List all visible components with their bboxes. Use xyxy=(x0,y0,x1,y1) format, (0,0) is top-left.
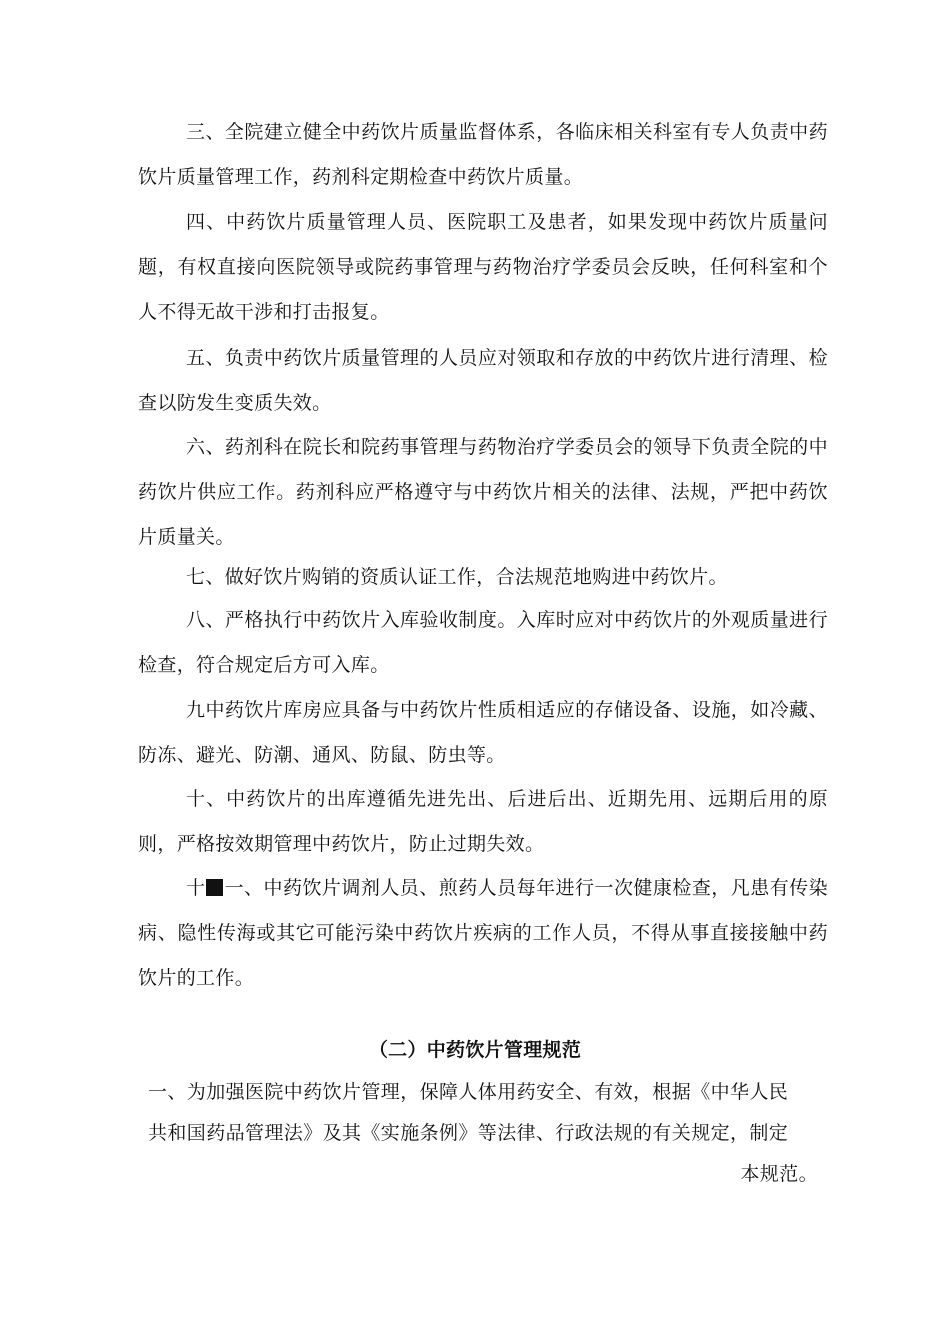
paragraph-5: 五、负责中药饮片质量管理的人员应对领取和存放的中药饮片进行清理、检查以防发生变质失效。 xyxy=(138,347,828,414)
paragraph-3: 三、全院建立健全中药饮片质量监督体系，各临床相关科室有专人负责中药饮片质量管理工作，药剂科定期检查中药饮片质量。 xyxy=(138,121,828,188)
paragraph-4: 四、中药饮片质量管理人员、医院职工及患者，如果发现中药饮片质量问题，有权直接向医院领导或院药事管理与药物治疗学委员会反映，任何科室和个人不得无故干涉和打击报复。 xyxy=(138,211,828,323)
redaction-mark-icon xyxy=(206,879,223,896)
section-paragraph-1 xyxy=(138,1072,828,1195)
paragraph-7: 七、做好饮片购销的资质认证工作，合法规范地购进中药饮片。 xyxy=(186,566,728,588)
section-heading: （二）中药饮片管理规范 xyxy=(368,1039,582,1061)
paragraph-10: 十、中药饮片的出库遵循先进先出、后进后出、近期先用、远期后用的原则，严格按效期管理中药饮片，防止过期失效。 xyxy=(138,788,828,855)
section-paragraph-line-3: 本规范。 xyxy=(740,1163,818,1185)
paragraph-11-text: 一、中药饮片调剂人员、煎药人员每年进行一次健康检查，凡患有传染病、隐性传海或其它可能污染中药饮片疾病的工作人员，不得从事直接接触中药饮片的工作。 xyxy=(138,877,828,989)
paragraph-11-prefix: 十 xyxy=(186,877,206,899)
section-paragraph-line-1: 一、为加强医院中药饮片管理，保障人体用药安全、有效，根据《中华人民 xyxy=(148,1081,789,1103)
paragraph-11 xyxy=(138,866,828,1001)
paragraph-9: 九中药饮片库房应具备与中药饮片性质相适应的存储设备、设施，如冷藏、防冻、避光、防潮、通风、防鼠、防虫等。 xyxy=(138,699,828,766)
section-paragraph-line-2: 共和国药品管理法》及其《实施条例》等法律、行政法规的有关规定，制定 xyxy=(148,1122,789,1144)
paragraph-6: 六、药剂科在院长和院药事管理与药物治疗学委员会的领导下负责全院的中药饮片供应工作。药剂科应严格遵守与中药饮片相关的法律、法规，严把中药饮片质量关。 xyxy=(138,436,828,548)
paragraph-8: 八、严格执行中药饮片入库验收制度。入库时应对中药饮片的外观质量进行检查，符合规定后方可入库。 xyxy=(138,609,828,676)
